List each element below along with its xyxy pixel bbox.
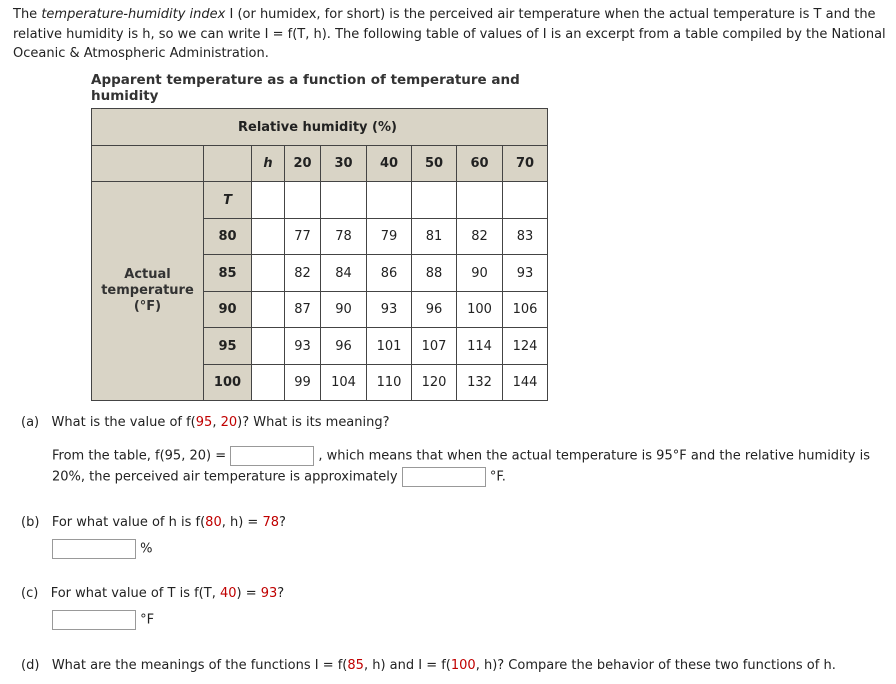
table-cell: 106 xyxy=(503,292,548,328)
question-text: ? xyxy=(277,586,285,601)
answer-a-line-1 xyxy=(52,446,870,466)
humidity-value: 70 xyxy=(503,146,548,182)
table-cell: 77 xyxy=(285,219,321,255)
humidity-value: 40 xyxy=(367,146,412,182)
answer-text: 20%, the perceived air temperature is approximately xyxy=(52,469,398,485)
humidity-value: 20 xyxy=(285,146,321,182)
unit-label: % xyxy=(140,541,153,557)
t-label: T xyxy=(204,182,252,219)
table-cell: 78 xyxy=(321,219,367,255)
table-cell: 93 xyxy=(503,255,548,292)
h-label: h xyxy=(252,146,285,182)
humidity-header: Relative humidity (%) xyxy=(92,109,548,146)
table-cell: 100 xyxy=(457,292,503,328)
answer-a-line-2 xyxy=(52,467,506,487)
blank-cell xyxy=(457,182,503,219)
question-label: (c) xyxy=(21,586,39,601)
question-text: )? What is its meaning? xyxy=(237,415,390,430)
question-text: ? xyxy=(279,515,286,530)
question-arg: 78 xyxy=(262,515,279,530)
question-d xyxy=(21,658,836,673)
temp-value: 85 xyxy=(204,255,252,292)
temp-value: 80 xyxy=(204,219,252,255)
answer-c xyxy=(52,610,154,630)
table-caption: Apparent temperature as a function of temperature and humidity xyxy=(91,72,520,104)
corner-cell xyxy=(92,146,204,182)
intro-text-2: I (or humidex, for short) is the perceived air temperature when the actual temperature is T and the relative humidity is h, so we can write I = f(T, h). The following table of values of I is an excerpt from a table compiled by the National Oceanic & Atmospheric Administration. xyxy=(13,7,886,61)
question-arg: 100 xyxy=(450,658,476,673)
question-text: For what value of T is f(T, xyxy=(50,586,220,601)
table-cell: 81 xyxy=(412,219,457,255)
table-cell: 82 xyxy=(457,219,503,255)
question-arg: 80 xyxy=(205,515,222,530)
table-cell: 96 xyxy=(412,292,457,328)
question-arg: 95 xyxy=(195,415,213,430)
perceived-temp-input[interactable] xyxy=(402,467,486,487)
blank-cell xyxy=(252,328,285,365)
table-cell: 132 xyxy=(457,365,503,401)
question-text: , h)? Compare the behavior of these two functions of h. xyxy=(475,658,836,673)
blank-cell xyxy=(252,219,285,255)
table-cell: 86 xyxy=(367,255,412,292)
corner-cell xyxy=(204,146,252,182)
table-cell: 120 xyxy=(412,365,457,401)
blank-cell xyxy=(252,182,285,219)
answer-b xyxy=(52,539,153,559)
blank-cell xyxy=(252,365,285,401)
table-cell: 93 xyxy=(367,292,412,328)
table-cell: 83 xyxy=(503,219,548,255)
humidity-value: 30 xyxy=(321,146,367,182)
blank-cell xyxy=(285,182,321,219)
question-text: ) = xyxy=(236,586,261,601)
question-text: What is the value of f( xyxy=(51,415,196,430)
table-cell: 88 xyxy=(412,255,457,292)
blank-cell xyxy=(503,182,548,219)
humidity-row xyxy=(92,146,548,182)
blank-cell xyxy=(321,182,367,219)
table-cell: 114 xyxy=(457,328,503,365)
table-cell: 79 xyxy=(367,219,412,255)
answer-text: From the table, f(95, 20) = xyxy=(52,448,227,464)
table-cell: 99 xyxy=(285,365,321,401)
table-cell: 144 xyxy=(503,365,548,401)
table-cell: 90 xyxy=(457,255,503,292)
humidex-table xyxy=(91,108,548,401)
question-arg: 93 xyxy=(260,586,278,601)
blank-cell xyxy=(252,292,285,328)
question-arg: 40 xyxy=(219,586,237,601)
question-a xyxy=(21,415,390,430)
table-cell: 96 xyxy=(321,328,367,365)
blank-cell xyxy=(412,182,457,219)
table-cell: 110 xyxy=(367,365,412,401)
table-cell: 90 xyxy=(321,292,367,328)
f-95-20-input[interactable] xyxy=(230,446,314,466)
humidity-value: 60 xyxy=(457,146,503,182)
table-cell: 101 xyxy=(367,328,412,365)
t-value-input[interactable] xyxy=(52,610,136,630)
question-label: (a) xyxy=(21,415,40,430)
actual-temp-header xyxy=(92,182,204,401)
question-text: , h) = xyxy=(221,515,263,530)
actual-temp-label: Actual temperature (°F) xyxy=(101,267,194,314)
table-cell: 93 xyxy=(285,328,321,365)
question-text: What are the meanings of the functions I = f( xyxy=(51,658,348,673)
table-cell: 82 xyxy=(285,255,321,292)
blank-cell xyxy=(252,255,285,292)
question-sep: , xyxy=(212,415,221,430)
question-text: , h) and I = f( xyxy=(363,658,451,673)
table-cell: 124 xyxy=(503,328,548,365)
answer-text: , which means that when the actual temperature is 95°F and the relative humidity is xyxy=(318,448,870,464)
unit-label: °F. xyxy=(489,469,506,485)
question-label: (b) xyxy=(21,515,40,530)
intro-term: temperature-humidity index xyxy=(41,7,226,22)
question-b xyxy=(21,515,286,530)
table-cell: 84 xyxy=(321,255,367,292)
table-cell: 104 xyxy=(321,365,367,401)
temp-value: 90 xyxy=(204,292,252,328)
table-cell: 107 xyxy=(412,328,457,365)
question-label: (d) xyxy=(21,658,40,673)
intro-paragraph xyxy=(13,5,889,64)
temp-value: 95 xyxy=(204,328,252,365)
blank-cell xyxy=(367,182,412,219)
h-value-input[interactable] xyxy=(52,539,136,559)
humidity-value: 50 xyxy=(412,146,457,182)
question-c xyxy=(21,586,284,601)
unit-label: °F xyxy=(140,612,155,628)
question-arg: 85 xyxy=(347,658,364,673)
table-cell: 87 xyxy=(285,292,321,328)
question-text: For what value of h is f( xyxy=(51,515,206,530)
question-arg: 20 xyxy=(220,415,238,430)
temp-value: 100 xyxy=(204,365,252,401)
intro-text-1: The xyxy=(13,7,42,22)
